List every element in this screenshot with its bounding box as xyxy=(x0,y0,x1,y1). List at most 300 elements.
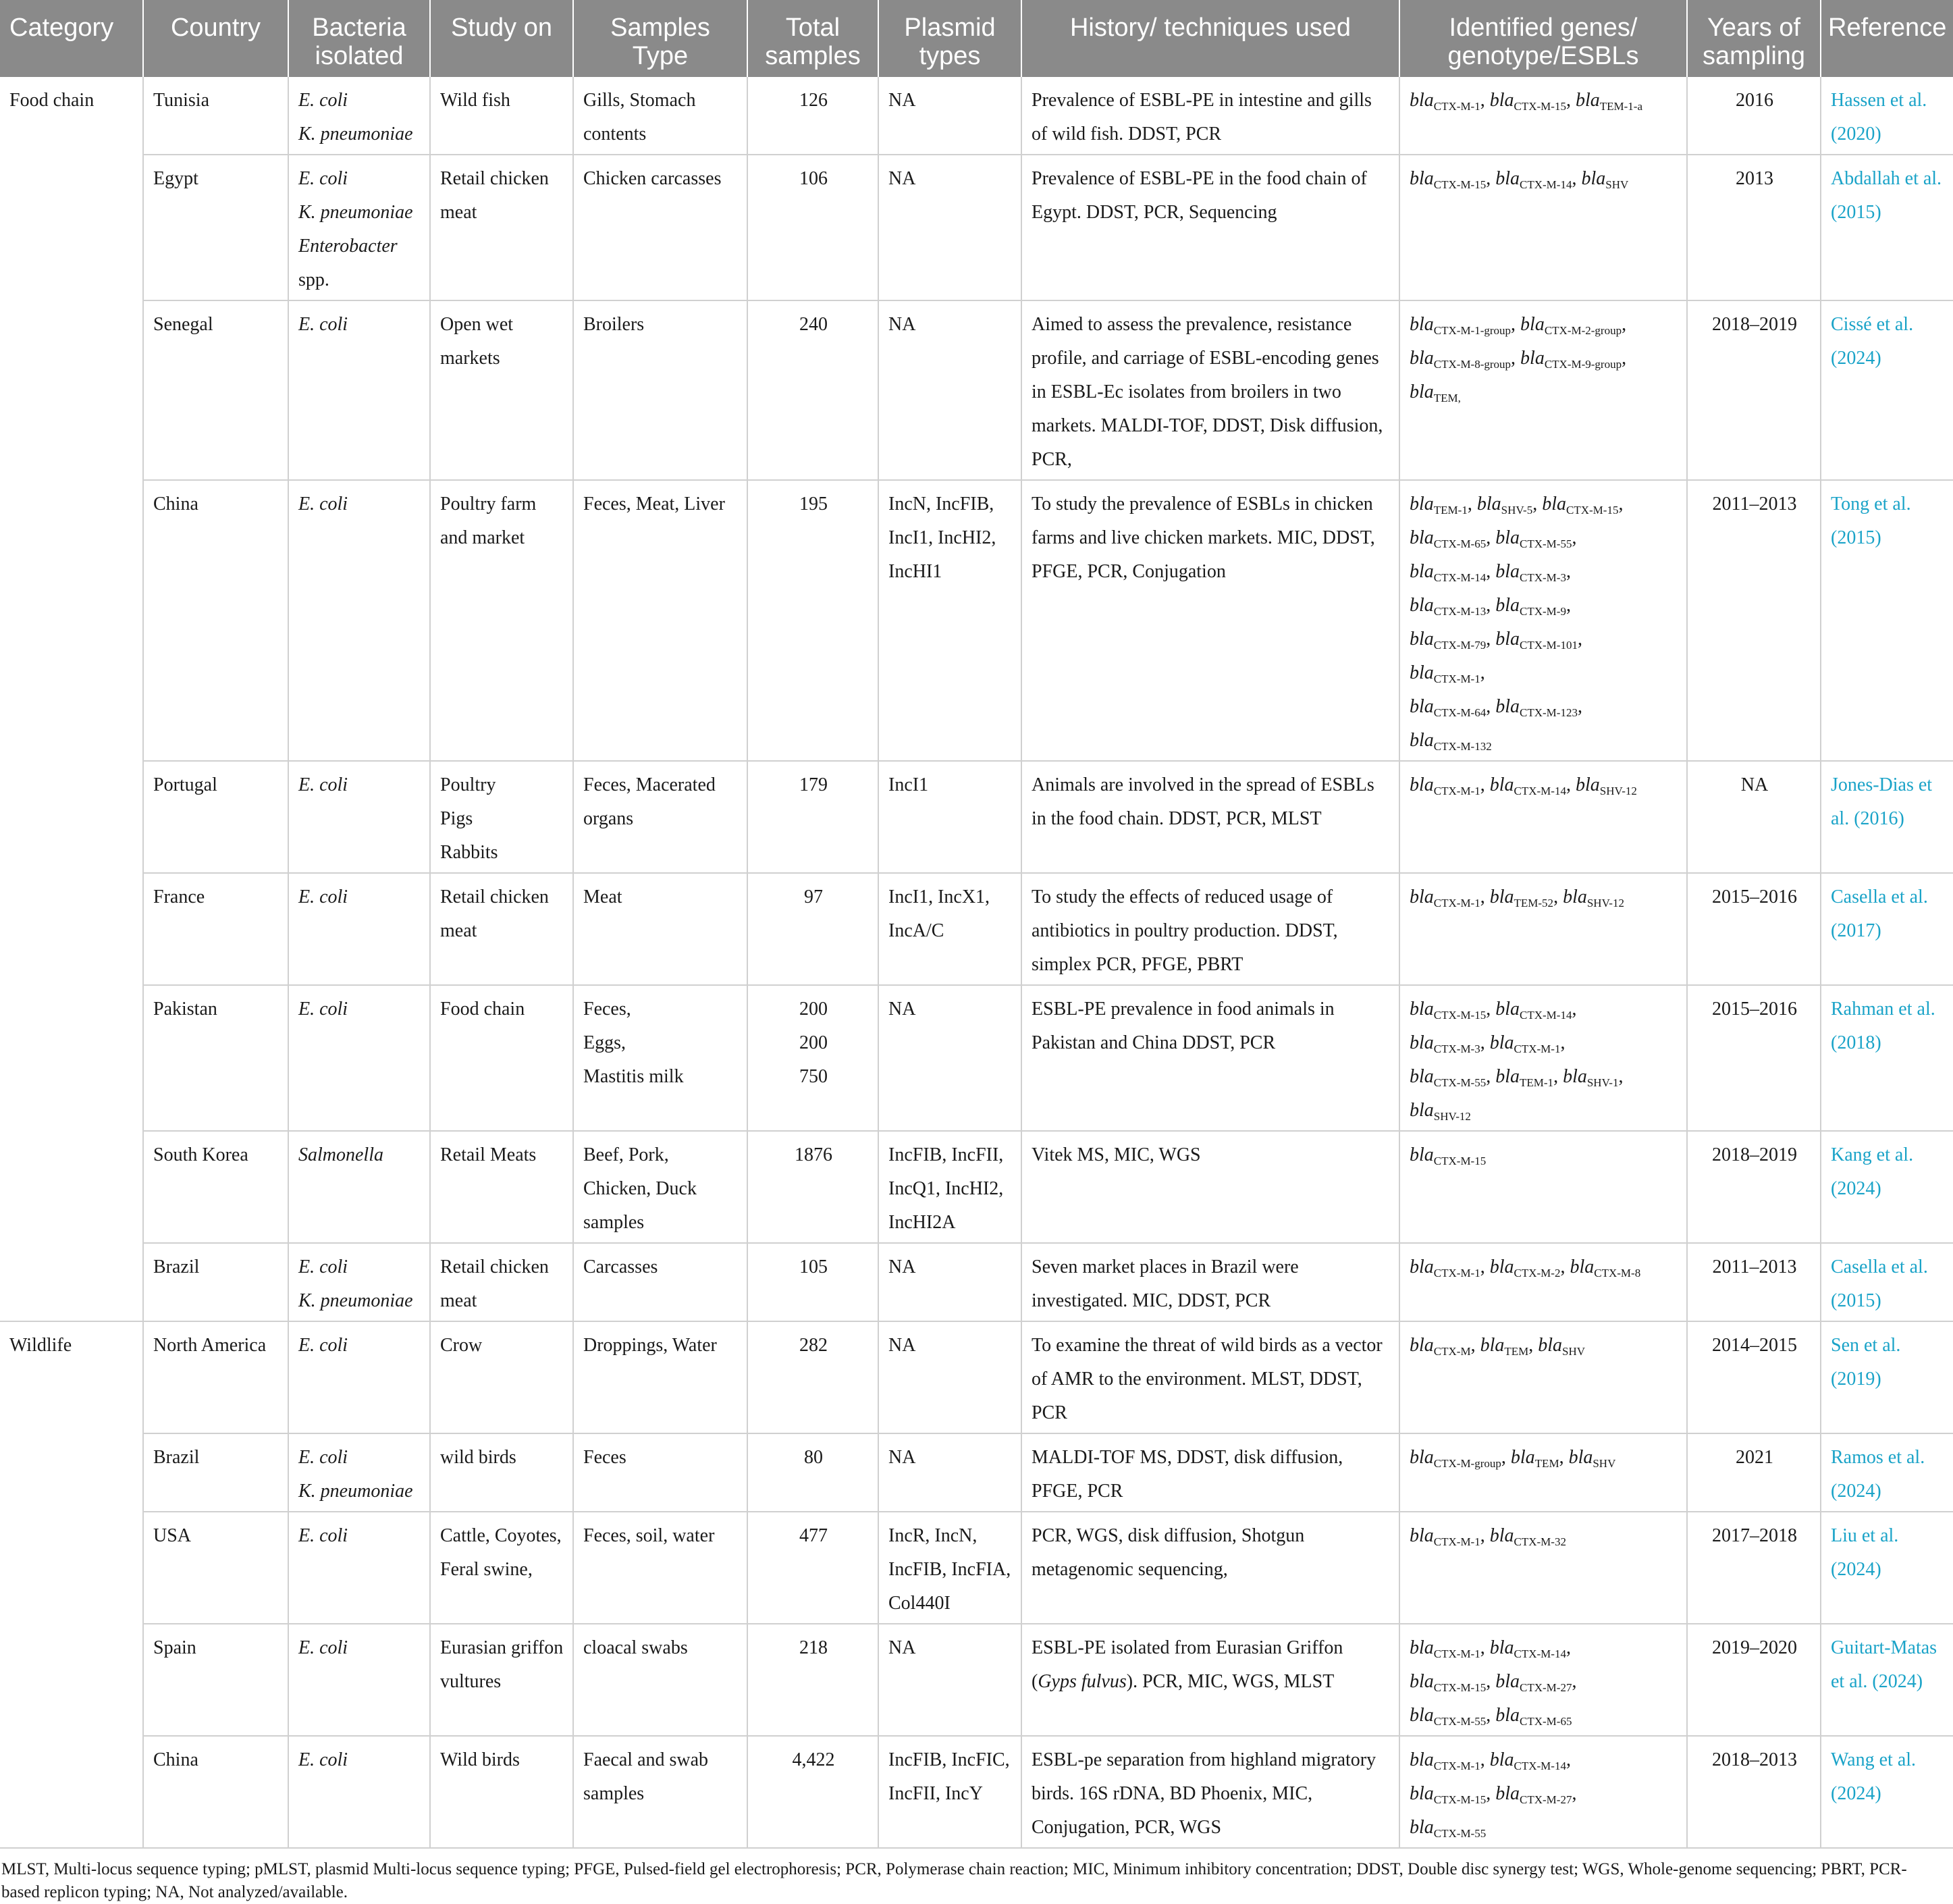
country-cell: South Korea xyxy=(143,1131,288,1243)
bacteria-name: E. coli xyxy=(298,774,348,795)
header-reference: Reference xyxy=(1821,0,1953,77)
gene-subscript: CTX-M-15 xyxy=(1566,504,1619,517)
gene-line: bla$_{CTX-M-15}$, bla$_{CTX-M-27}$, xyxy=(1410,1671,1577,1694)
bacteria-name: E. coli xyxy=(298,314,348,335)
genes-cell xyxy=(1399,1512,1687,1624)
gene-subscript: CTX-M-32 xyxy=(1514,1535,1566,1548)
bacteria-cell xyxy=(288,480,430,761)
history-cell: MALDI-TOF MS, DDST, disk diffusion, PFGE, PCR xyxy=(1021,1433,1399,1512)
table-row xyxy=(0,1131,1953,1243)
gene-prefix: bla xyxy=(1410,561,1434,582)
total-samples-cell: 97 xyxy=(747,873,878,985)
gene-subscript: SHV-1 xyxy=(1586,1076,1619,1089)
gene-prefix: bla xyxy=(1520,314,1545,335)
gene-subscript: SHV-12 xyxy=(1433,1110,1471,1123)
gene-prefix: bla xyxy=(1410,348,1434,369)
gene-subscript: CTX-M-27 xyxy=(1520,1793,1572,1806)
reference-link[interactable]: Rahman et al. (2018) xyxy=(1821,985,1953,1131)
gene-name xyxy=(1581,168,1628,189)
bacteria-cell xyxy=(288,77,430,155)
gene-name xyxy=(1410,662,1480,683)
gene-subscript: CTX-M-8 xyxy=(1594,1267,1641,1279)
bacteria-name: E. coli xyxy=(298,1525,348,1546)
gene-line: bla$_{CTX-M-55}$, bla$_{CTX-M-65}$ xyxy=(1410,1705,1572,1728)
gene-subscript: TEM-1 xyxy=(1520,1076,1554,1089)
gene-subscript: CTX-M-1 xyxy=(1433,672,1480,685)
total-samples-cell: 126 xyxy=(747,77,878,155)
gene-name xyxy=(1490,1525,1566,1546)
gene-name xyxy=(1495,1783,1572,1804)
gene-name xyxy=(1511,1447,1559,1468)
gene-subscript: CTX-M-14 xyxy=(1514,785,1566,797)
cell-line: Eggs, xyxy=(583,1032,626,1053)
gene-prefix: bla xyxy=(1410,1335,1434,1356)
gene-name xyxy=(1410,887,1480,907)
gene-line: bla$_{CTX-M-1}$, bla$_{CTX-M-32}$ xyxy=(1410,1525,1566,1548)
reference-link[interactable]: Jones-Dias et al. (2016) xyxy=(1821,761,1953,873)
bacteria-cell xyxy=(288,1433,430,1512)
gene-prefix: bla xyxy=(1495,595,1520,616)
history-text: ESBL-PE isolated from Eurasian Griffon ( xyxy=(1032,1637,1343,1692)
bacteria-cell xyxy=(288,155,430,300)
category-cell: Wildlife xyxy=(0,1321,143,1848)
plasmid-cell: NA xyxy=(878,77,1021,155)
samples-type-cell: Chicken carcasses xyxy=(573,155,747,300)
gene-prefix: bla xyxy=(1495,1066,1520,1087)
table-row xyxy=(0,985,1953,1131)
reference-link[interactable]: Cissé et al. (2024) xyxy=(1821,300,1953,480)
total-samples-cell: 1876 xyxy=(747,1131,878,1243)
gene-line: bla$_{CTX-M-15}$, bla$_{CTX-M-27}$, xyxy=(1410,1783,1577,1806)
history-cell: PCR, WGS, disk diffusion, Shotgun metagenomic sequencing, xyxy=(1021,1512,1399,1624)
table-row xyxy=(0,761,1953,873)
bacteria-name: K. pneumoniae xyxy=(298,202,413,223)
gene-subscript: CTX-M-1 xyxy=(1433,1535,1480,1548)
gene-name xyxy=(1410,348,1511,369)
gene-subscript: CTX-M-3 xyxy=(1520,571,1566,584)
history-cell: To study the effects of reduced usage of antibiotics in poultry production. DDST, simplex PCR, PFGE, PBRT xyxy=(1021,873,1399,985)
gene-subscript: CTX-M-1 xyxy=(1433,1267,1480,1279)
gene-prefix: bla xyxy=(1489,90,1514,111)
study-on-cell: Eurasian griffon vultures xyxy=(430,1624,573,1736)
gene-prefix: bla xyxy=(1410,1032,1434,1053)
gene-subscript: SHV-12 xyxy=(1599,785,1637,797)
samples-type-cell xyxy=(573,985,747,1131)
reference-link[interactable]: Sen et al. (2019) xyxy=(1821,1321,1953,1433)
gene-name xyxy=(1495,1066,1553,1087)
genes-cell xyxy=(1399,1243,1687,1321)
history-cell: Prevalence of ESBL-PE in the food chain of Egypt. DDST, PCR, Sequencing xyxy=(1021,155,1399,300)
years-cell: 2018–2019 xyxy=(1687,1131,1821,1243)
genes-cell xyxy=(1399,1736,1687,1848)
gene-prefix: bla xyxy=(1495,1705,1520,1726)
samples-type-cell: Droppings, Water xyxy=(573,1321,747,1433)
gene-subscript: SHV xyxy=(1562,1345,1586,1358)
gene-prefix: bla xyxy=(1410,1817,1434,1838)
history-cell: Animals are involved in the spread of ESBLs in the food chain. DDST, PCR, MLST xyxy=(1021,761,1399,873)
gene-prefix: bla xyxy=(1495,1783,1520,1804)
gene-line: bla$_{CTX-M-64}$, bla$_{CTX-M-123}$, xyxy=(1410,696,1582,719)
gene-name xyxy=(1410,1817,1486,1838)
table-row xyxy=(0,873,1953,985)
samples-type-cell: cloacal swabs xyxy=(573,1624,747,1736)
table-row xyxy=(0,77,1953,155)
gene-subscript: CTX-M-14 xyxy=(1520,1009,1572,1022)
header-genes: Identified genes/ genotype/ESBLs xyxy=(1399,0,1687,77)
study-on-cell: Wild birds xyxy=(430,1736,573,1848)
plasmid-cell: IncN, IncFIB, IncI1, IncHI2, IncHI1 xyxy=(878,480,1021,761)
genes-cell xyxy=(1399,77,1687,155)
gene-subscript: TEM-1 xyxy=(1433,504,1468,517)
bacteria-name: E. coli xyxy=(298,90,348,111)
gene-prefix: bla xyxy=(1568,1447,1593,1468)
gene-prefix: bla xyxy=(1410,1525,1434,1546)
history-cell xyxy=(1021,1624,1399,1736)
reference-link[interactable]: Guitart-Matas et al. (2024) xyxy=(1821,1624,1953,1736)
gene-subscript: CTX-M-1 xyxy=(1433,1760,1480,1772)
country-cell: Senegal xyxy=(143,300,288,480)
header-years: Years of sampling xyxy=(1687,0,1821,77)
gene-subscript: CTX-M-15 xyxy=(1433,178,1487,191)
gene-line: bla$_{CTX-M-79}$, bla$_{CTX-M-101}$, xyxy=(1410,629,1582,652)
gene-subscript: TEM xyxy=(1534,1457,1559,1470)
years-cell: 2019–2020 xyxy=(1687,1624,1821,1736)
gene-subscript: CTX-M-1 xyxy=(1433,897,1480,909)
samples-type-cell: Feces, soil, water xyxy=(573,1512,747,1624)
gene-prefix: bla xyxy=(1489,1257,1514,1277)
cell-line: Pigs xyxy=(440,808,473,829)
gene-subscript: CTX-M-27 xyxy=(1520,1681,1572,1694)
gene-line xyxy=(1410,375,1678,409)
genes-cell xyxy=(1399,873,1687,985)
bacteria-name: E. coli xyxy=(298,494,348,514)
cell-line: Rabbits xyxy=(440,842,498,863)
gene-line: bla$_{CTX-M-1}$, bla$_{CTX-M-14}$, bla$_{SHV-12}$ xyxy=(1410,774,1637,797)
gene-prefix: bla xyxy=(1410,90,1434,111)
gene-prefix: bla xyxy=(1495,527,1520,548)
study-on-cell: Retail chicken meat xyxy=(430,1243,573,1321)
gene-subscript: TEM xyxy=(1504,1345,1529,1358)
gene-subscript: CTX-M-15 xyxy=(1433,1793,1487,1806)
history-cell: Aimed to assess the prevalence, resistance profile, and carriage of ESBL-encoding genes in ESBL-Ec isolates from broilers in two markets. MALDI-TOF, DDST, Disk diffusion, PCR, xyxy=(1021,300,1399,480)
history-text: ). PCR, MIC, WGS, MLST xyxy=(1126,1671,1335,1692)
history-cell: To examine the threat of wild birds as a vector of AMR to the environment. MLST, DDST, PCR xyxy=(1021,1321,1399,1433)
study-on-cell: Cattle, Coyotes, Feral swine, xyxy=(430,1512,573,1624)
gene-subscript: CTX-M-1 xyxy=(1433,785,1480,797)
gene-name xyxy=(1490,1032,1561,1053)
country-cell: Egypt xyxy=(143,155,288,300)
gene-subscript: TEM, xyxy=(1433,392,1461,404)
country-cell: Tunisia xyxy=(143,77,288,155)
plasmid-cell: NA xyxy=(878,1243,1021,1321)
table-row xyxy=(0,155,1953,300)
bacteria-cell xyxy=(288,1736,430,1848)
gene-prefix: bla xyxy=(1410,1066,1434,1087)
gene-subscript: CTX-M-3 xyxy=(1433,1042,1480,1055)
years-cell: 2015–2016 xyxy=(1687,985,1821,1131)
plasmid-cell: IncI1 xyxy=(878,761,1021,873)
header-category: Category xyxy=(0,0,143,77)
gene-name xyxy=(1480,1335,1529,1356)
header-country: Country xyxy=(143,0,288,77)
gene-prefix: bla xyxy=(1410,168,1434,189)
genes-cell xyxy=(1399,1624,1687,1736)
gene-line: bla$_{CTX-M-3}$, bla$_{CTX-M-1}$, xyxy=(1410,1032,1566,1055)
gene-prefix: bla xyxy=(1476,494,1501,514)
gene-subscript: TEM-1-a xyxy=(1599,100,1643,113)
gene-prefix: bla xyxy=(1489,1637,1514,1658)
country-cell: France xyxy=(143,873,288,985)
gene-prefix: bla xyxy=(1410,381,1434,402)
gene-name xyxy=(1495,1671,1572,1692)
gene-prefix: bla xyxy=(1495,629,1520,650)
gene-subscript: CTX-M-55 xyxy=(1433,1076,1487,1089)
samples-type-cell: Carcasses xyxy=(573,1243,747,1321)
category-cell: Food chain xyxy=(0,77,143,1321)
gene-name xyxy=(1410,314,1511,335)
years-cell: 2016 xyxy=(1687,77,1821,155)
gene-name xyxy=(1576,774,1637,795)
gene-prefix: bla xyxy=(1410,887,1434,907)
reference-link[interactable]: Abdallah et al. (2015) xyxy=(1821,155,1953,300)
gene-line: bla$_{CTX-M-15}$, bla$_{CTX-M-14}$, xyxy=(1410,999,1577,1022)
gene-prefix: bla xyxy=(1489,887,1514,907)
samples-type-cell: Broilers xyxy=(573,300,747,480)
total-samples-cell xyxy=(747,985,878,1131)
plasmid-cell: IncFIB, IncFII, IncQ1, IncHI2, IncHI2A xyxy=(878,1131,1021,1243)
gene-line: bla$_{CTX-M-1}$, bla$_{CTX-M-2}$, bla$_{CTX-M-8}$ xyxy=(1410,1257,1641,1279)
total-samples-cell: 477 xyxy=(747,1512,878,1624)
gene-prefix: bla xyxy=(1495,561,1520,582)
history-cell: Prevalence of ESBL-PE in intestine and gills of wild fish. DDST, PCR xyxy=(1021,77,1399,155)
gene-subscript: CTX-M-8-group xyxy=(1433,358,1511,371)
gene-line: bla$_{CTX-M-13}$, bla$_{CTX-M-9}$, xyxy=(1410,595,1571,618)
gene-line: bla$_{CTX-M-15}$, bla$_{CTX-M-14}$, bla$_{SHV}$ xyxy=(1410,168,1629,191)
table-row xyxy=(0,1321,1953,1433)
gene-name xyxy=(1490,774,1566,795)
gene-name xyxy=(1410,629,1486,650)
bacteria-cell xyxy=(288,1243,430,1321)
gene-subscript: CTX-M-2-group xyxy=(1544,324,1622,337)
samples-type-cell: Feces, Meat, Liver xyxy=(573,480,747,761)
bacteria-name: Enterobacter xyxy=(298,236,398,257)
gene-name xyxy=(1495,595,1566,616)
gene-subscript: CTX-M-14 xyxy=(1520,178,1572,191)
total-samples-cell: 105 xyxy=(747,1243,878,1321)
gene-subscript: CTX-M-65 xyxy=(1433,537,1487,550)
gene-line: bla$_{CTX-M-65}$, bla$_{CTX-M-55}$, xyxy=(1410,527,1577,550)
gene-line xyxy=(1410,1138,1678,1172)
country-cell: USA xyxy=(143,1512,288,1624)
gene-prefix: bla xyxy=(1563,887,1587,907)
gene-line: bla$_{CTX-M-55}$, bla$_{TEM-1}$, bla$_{SHV-1}$, xyxy=(1410,1066,1624,1089)
gene-subscript: CTX-M-13 xyxy=(1433,605,1487,618)
gene-subscript: CTX-M-65 xyxy=(1520,1715,1572,1728)
gene-prefix: bla xyxy=(1489,1525,1514,1546)
gene-name xyxy=(1410,595,1486,616)
study-on-cell: Retail chicken meat xyxy=(430,155,573,300)
years-cell: 2011–2013 xyxy=(1687,480,1821,761)
samples-type-cell: Gills, Stomach contents xyxy=(573,77,747,155)
study-on-cell: Retail Meats xyxy=(430,1131,573,1243)
gene-subscript: CTX-M-55 xyxy=(1520,537,1572,550)
gene-prefix: bla xyxy=(1410,527,1434,548)
reference-link[interactable]: Liu et al. (2024) xyxy=(1821,1512,1953,1624)
reference-link[interactable]: Casella et al. (2017) xyxy=(1821,873,1953,985)
bacteria-cell xyxy=(288,1131,430,1243)
reference-link[interactable]: Kang et al. (2024) xyxy=(1821,1131,1953,1243)
gene-name xyxy=(1490,887,1553,907)
gene-subscript: CTX-M-123 xyxy=(1520,706,1578,719)
table-footnote: MLST, Multi-locus sequence typing; pMLST, plasmid Multi-locus sequence typing; PFGE, Pulsed-field gel electrophoresis; PCR, Polymerase chain reaction; MIC, Minimum inhibitory concentration; DDST, Double disc synergy test; WGS, Whole-genome sequencing; PBRT, PCR-based replicon typing; NA, Not analyzed/available. xyxy=(1,1860,1907,1901)
gene-name xyxy=(1410,1144,1486,1165)
gene-name xyxy=(1495,999,1572,1020)
plasmid-cell: NA xyxy=(878,1433,1021,1512)
gene-name xyxy=(1410,1705,1486,1726)
years-cell: 2011–2013 xyxy=(1687,1243,1821,1321)
gene-prefix: bla xyxy=(1410,999,1434,1020)
gene-line: bla$_{CTX-M-14}$, bla$_{CTX-M-3}$, xyxy=(1410,561,1571,584)
reference-link[interactable]: Casella et al. (2015) xyxy=(1821,1243,1953,1321)
plasmid-cell: IncFIB, IncFIC, IncFII, IncY xyxy=(878,1736,1021,1848)
total-samples-cell: 80 xyxy=(747,1433,878,1512)
bacteria-name: E. coli xyxy=(298,1257,348,1277)
country-cell: Brazil xyxy=(143,1243,288,1321)
gene-name xyxy=(1410,774,1480,795)
gene-name xyxy=(1490,1637,1566,1658)
study-on-cell xyxy=(430,761,573,873)
gene-name xyxy=(1410,730,1492,751)
gene-name xyxy=(1410,527,1486,548)
total-samples-cell: 218 xyxy=(747,1624,878,1736)
gene-prefix: bla xyxy=(1570,1257,1595,1277)
gene-prefix: bla xyxy=(1410,629,1434,650)
table-row xyxy=(0,1736,1953,1848)
gene-line: bla$_{CTX-M}$, bla$_{TEM}$, bla$_{SHV}$ xyxy=(1410,1335,1586,1358)
gene-name xyxy=(1410,381,1461,402)
cell-line: 200 xyxy=(799,1032,828,1053)
history-cell: Seven market places in Brazil were investigated. MIC, DDST, PCR xyxy=(1021,1243,1399,1321)
reference-link[interactable]: Ramos et al. (2024) xyxy=(1821,1433,1953,1512)
gene-subscript: CTX-M-group xyxy=(1433,1457,1501,1470)
country-cell: China xyxy=(143,480,288,761)
bacteria-cell xyxy=(288,1512,430,1624)
gene-subscript: CTX-M-132 xyxy=(1433,740,1492,753)
history-cell: Vitek MS, MIC, WGS xyxy=(1021,1131,1399,1243)
gene-name xyxy=(1410,1335,1471,1356)
plasmid-cell: IncI1, IncX1, IncA/C xyxy=(878,873,1021,985)
bacteria-name: E. coli xyxy=(298,999,348,1020)
gene-subscript: SHV-12 xyxy=(1586,897,1624,909)
genes-cell xyxy=(1399,985,1687,1131)
genes-cell xyxy=(1399,155,1687,300)
gene-subscript: SHV-5 xyxy=(1501,504,1533,517)
gene-name xyxy=(1410,168,1486,189)
plasmid-cell: NA xyxy=(878,155,1021,300)
gene-name xyxy=(1410,1749,1480,1770)
study-on-cell: Wild fish xyxy=(430,77,573,155)
gene-subscript: CTX-M-15 xyxy=(1433,1009,1487,1022)
gene-subscript: CTX-M-9 xyxy=(1520,605,1566,618)
gene-name xyxy=(1542,494,1619,517)
gene-prefix: bla xyxy=(1410,494,1434,514)
samples-type-cell: Beef, Pork, Chicken, Duck samples xyxy=(573,1131,747,1243)
gene-name xyxy=(1410,494,1468,517)
gene-name xyxy=(1410,1100,1471,1121)
plasmid-cell: NA xyxy=(878,1624,1021,1736)
gene-subscript: SHV xyxy=(1605,178,1629,191)
gene-prefix: bla xyxy=(1410,1447,1434,1468)
study-on-cell: Retail chicken meat xyxy=(430,873,573,985)
gene-line: bla$_{CTX-M-1}$, bla$_{CTX-M-14}$, xyxy=(1410,1637,1571,1660)
study-on-cell: Open wet markets xyxy=(430,300,573,480)
history-cell: ESBL-pe separation from highland migratory birds. 16S rDNA, BD Phoenix, MIC, Conjugation, PCR, WGS xyxy=(1021,1736,1399,1848)
gene-prefix: bla xyxy=(1410,1705,1434,1726)
years-cell: 2018–2019 xyxy=(1687,300,1821,480)
gene-prefix: bla xyxy=(1575,774,1600,795)
years-cell: 2013 xyxy=(1687,155,1821,300)
gene-name xyxy=(1410,1447,1501,1468)
gene-name xyxy=(1476,494,1533,517)
country-cell: Spain xyxy=(143,1624,288,1736)
gene-prefix: bla xyxy=(1495,1671,1520,1692)
bacteria-cell xyxy=(288,1624,430,1736)
gene-line: bla$_{CTX-M-group}$, bla$_{TEM}$, bla$_{SHV}$ xyxy=(1410,1447,1616,1470)
gene-name xyxy=(1490,90,1566,111)
gene-prefix: bla xyxy=(1495,168,1520,189)
gene-prefix: bla xyxy=(1410,1637,1434,1658)
gene-prefix: bla xyxy=(1575,90,1600,111)
genes-cell xyxy=(1399,1131,1687,1243)
samples-type-cell: Faecal and swab samples xyxy=(573,1736,747,1848)
reference-link[interactable]: Tong et al. (2015) xyxy=(1821,480,1953,761)
country-cell: Pakistan xyxy=(143,985,288,1131)
gene-prefix: bla xyxy=(1495,696,1520,717)
table-body xyxy=(0,77,1953,1848)
gene-name xyxy=(1520,314,1622,335)
table-row xyxy=(0,1512,1953,1624)
gene-subscript: CTX-M-2 xyxy=(1514,1267,1561,1279)
gene-line xyxy=(1410,1811,1678,1845)
bacteria-cell xyxy=(288,873,430,985)
samples-type-cell: Meat xyxy=(573,873,747,985)
gene-subscript: CTX-M-15 xyxy=(1433,1681,1487,1694)
gene-name xyxy=(1410,696,1486,717)
genes-cell xyxy=(1399,480,1687,761)
gene-prefix: bla xyxy=(1410,595,1434,616)
gene-prefix: bla xyxy=(1410,774,1434,795)
bacteria-name: Salmonella xyxy=(298,1144,383,1165)
table-row xyxy=(0,300,1953,480)
gene-name xyxy=(1570,1257,1640,1277)
gene-line xyxy=(1410,1094,1678,1128)
gene-subscript: SHV xyxy=(1593,1457,1616,1470)
bacteria-name: K. pneumoniae xyxy=(298,124,413,144)
gene-prefix: bla xyxy=(1510,1447,1535,1468)
reference-link[interactable]: Wang et al. (2024) xyxy=(1821,1736,1953,1848)
gene-line: bla$_{CTX-M-1}$, xyxy=(1410,662,1485,685)
bacteria-name: E. coli xyxy=(298,887,348,907)
bacteria-name: E. coli xyxy=(298,1335,348,1356)
genes-cell xyxy=(1399,761,1687,873)
gene-name xyxy=(1410,1032,1480,1053)
reference-link[interactable]: Hassen et al. (2020) xyxy=(1821,77,1953,155)
gene-prefix: bla xyxy=(1410,1671,1434,1692)
gene-name xyxy=(1410,999,1486,1020)
gene-prefix: bla xyxy=(1410,1144,1434,1165)
cell-line: Feces, xyxy=(583,999,631,1020)
bacteria-name: E. coli xyxy=(298,168,348,189)
